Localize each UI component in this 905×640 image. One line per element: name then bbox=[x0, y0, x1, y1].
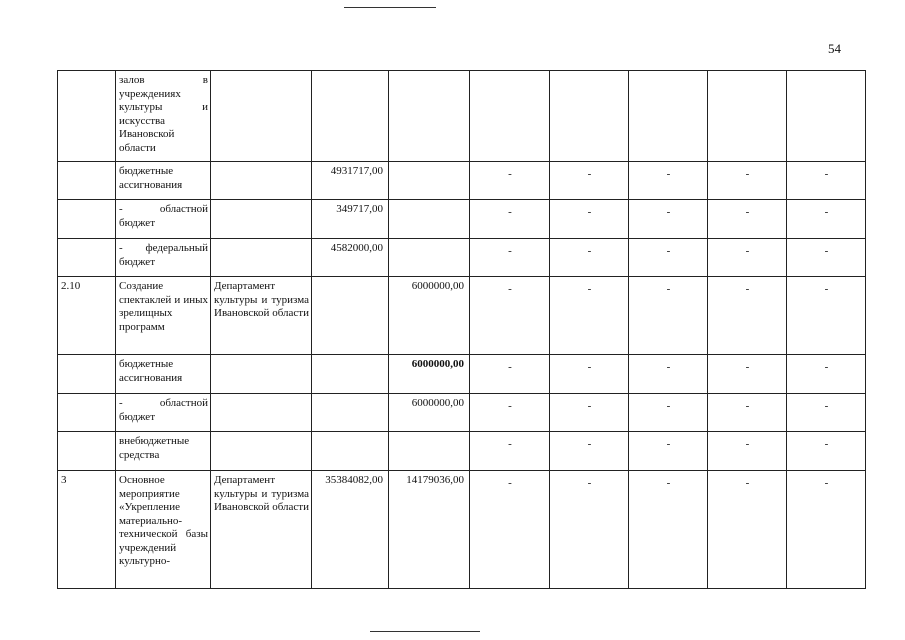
year-value-cell: - bbox=[550, 394, 629, 432]
year-value-cell bbox=[708, 71, 787, 162]
amount-cell-1: 4931717,00 bbox=[312, 162, 389, 200]
description-cell: Создание спектаклей и иных зрелищных программ bbox=[116, 277, 211, 355]
amount-cell-2: 6000000,00 bbox=[389, 277, 470, 355]
description-cell: - федеральный бюджет bbox=[116, 239, 211, 277]
year-value-cell: - bbox=[787, 239, 866, 277]
row-number-cell bbox=[58, 432, 116, 471]
year-value-cell: - bbox=[708, 355, 787, 394]
table-row bbox=[58, 277, 866, 355]
description-cell: Основное мероприятие «Укрепление материально-технической базы учреждений культурно- bbox=[116, 471, 211, 589]
year-value-cell: - bbox=[550, 355, 629, 394]
amount-cell-1 bbox=[312, 277, 389, 355]
year-value-cell bbox=[470, 71, 550, 162]
amount-cell-1: 35384082,00 bbox=[312, 471, 389, 589]
budget-table bbox=[57, 70, 866, 589]
year-value-cell: - bbox=[708, 394, 787, 432]
amount-cell-1 bbox=[312, 432, 389, 471]
year-value-cell: - bbox=[787, 200, 866, 239]
row-number-cell bbox=[58, 394, 116, 432]
amount-cell-2 bbox=[389, 239, 470, 277]
amount-cell-1 bbox=[312, 394, 389, 432]
row-number-cell: 3 bbox=[58, 471, 116, 589]
year-value-cell: - bbox=[787, 432, 866, 471]
description-cell: внебюджетные средства bbox=[116, 432, 211, 471]
amount-cell-2: 6000000,00 bbox=[389, 394, 470, 432]
page-number: 54 bbox=[828, 41, 841, 56]
amount-cell-1 bbox=[312, 355, 389, 394]
amount-cell-2 bbox=[389, 432, 470, 471]
year-value-cell: - bbox=[708, 432, 787, 471]
table-row bbox=[58, 71, 866, 162]
year-value-cell: - bbox=[550, 239, 629, 277]
year-value-cell: - bbox=[470, 239, 550, 277]
year-value-cell bbox=[787, 71, 866, 162]
year-value-cell: - bbox=[470, 277, 550, 355]
executor-cell bbox=[211, 355, 312, 394]
executor-cell bbox=[211, 394, 312, 432]
footer-rule bbox=[370, 631, 480, 632]
year-value-cell: - bbox=[629, 162, 708, 200]
year-value-cell: - bbox=[787, 394, 866, 432]
year-value-cell: - bbox=[708, 200, 787, 239]
table-row bbox=[58, 432, 866, 471]
year-value-cell: - bbox=[787, 277, 866, 355]
year-value-cell: - bbox=[470, 432, 550, 471]
description-cell: - областной бюджет bbox=[116, 200, 211, 239]
table-row bbox=[58, 394, 866, 432]
row-number-cell: 2.10 bbox=[58, 277, 116, 355]
year-value-cell: - bbox=[629, 277, 708, 355]
description-cell: залов в учреждениях культуры и искусства Ивановской области bbox=[116, 71, 211, 162]
row-number-cell bbox=[58, 239, 116, 277]
year-value-cell: - bbox=[550, 277, 629, 355]
table-row bbox=[58, 239, 866, 277]
amount-cell-2: 6000000,00 bbox=[389, 355, 470, 394]
executor-cell bbox=[211, 432, 312, 471]
year-value-cell: - bbox=[787, 162, 866, 200]
amount-cell-1 bbox=[312, 71, 389, 162]
amount-cell-2: 14179036,00 bbox=[389, 471, 470, 589]
year-value-cell: - bbox=[708, 277, 787, 355]
year-value-cell: - bbox=[708, 162, 787, 200]
year-value-cell: - bbox=[550, 432, 629, 471]
year-value-cell: - bbox=[787, 471, 866, 589]
table-row bbox=[58, 355, 866, 394]
year-value-cell bbox=[629, 71, 708, 162]
description-cell: - областной бюджет bbox=[116, 394, 211, 432]
header-rule bbox=[344, 7, 436, 8]
year-value-cell: - bbox=[550, 162, 629, 200]
row-number-cell bbox=[58, 355, 116, 394]
table-row bbox=[58, 162, 866, 200]
year-value-cell: - bbox=[629, 200, 708, 239]
year-value-cell: - bbox=[470, 200, 550, 239]
executor-cell bbox=[211, 71, 312, 162]
year-value-cell: - bbox=[550, 471, 629, 589]
executor-cell: Департамент культуры и туризма Ивановской области bbox=[211, 471, 312, 589]
year-value-cell: - bbox=[708, 471, 787, 589]
amount-cell-2 bbox=[389, 162, 470, 200]
amount-cell-2 bbox=[389, 71, 470, 162]
description-cell: бюджетные ассигнования bbox=[116, 162, 211, 200]
description-cell: бюджетные ассигнования bbox=[116, 355, 211, 394]
year-value-cell: - bbox=[629, 432, 708, 471]
year-value-cell: - bbox=[470, 162, 550, 200]
row-number-cell bbox=[58, 200, 116, 239]
year-value-cell bbox=[550, 71, 629, 162]
year-value-cell: - bbox=[470, 394, 550, 432]
executor-cell: Департамент культуры и туризма Ивановской области bbox=[211, 277, 312, 355]
table-row bbox=[58, 471, 866, 589]
year-value-cell: - bbox=[629, 239, 708, 277]
year-value-cell: - bbox=[550, 200, 629, 239]
year-value-cell: - bbox=[629, 471, 708, 589]
amount-cell-1: 4582000,00 bbox=[312, 239, 389, 277]
year-value-cell: - bbox=[470, 471, 550, 589]
year-value-cell: - bbox=[629, 355, 708, 394]
amount-cell-1: 349717,00 bbox=[312, 200, 389, 239]
executor-cell bbox=[211, 162, 312, 200]
year-value-cell: - bbox=[629, 394, 708, 432]
row-number-cell bbox=[58, 162, 116, 200]
year-value-cell: - bbox=[787, 355, 866, 394]
row-number-cell bbox=[58, 71, 116, 162]
amount-cell-2 bbox=[389, 200, 470, 239]
executor-cell bbox=[211, 239, 312, 277]
year-value-cell: - bbox=[470, 355, 550, 394]
year-value-cell: - bbox=[708, 239, 787, 277]
executor-cell bbox=[211, 200, 312, 239]
table-row bbox=[58, 200, 866, 239]
